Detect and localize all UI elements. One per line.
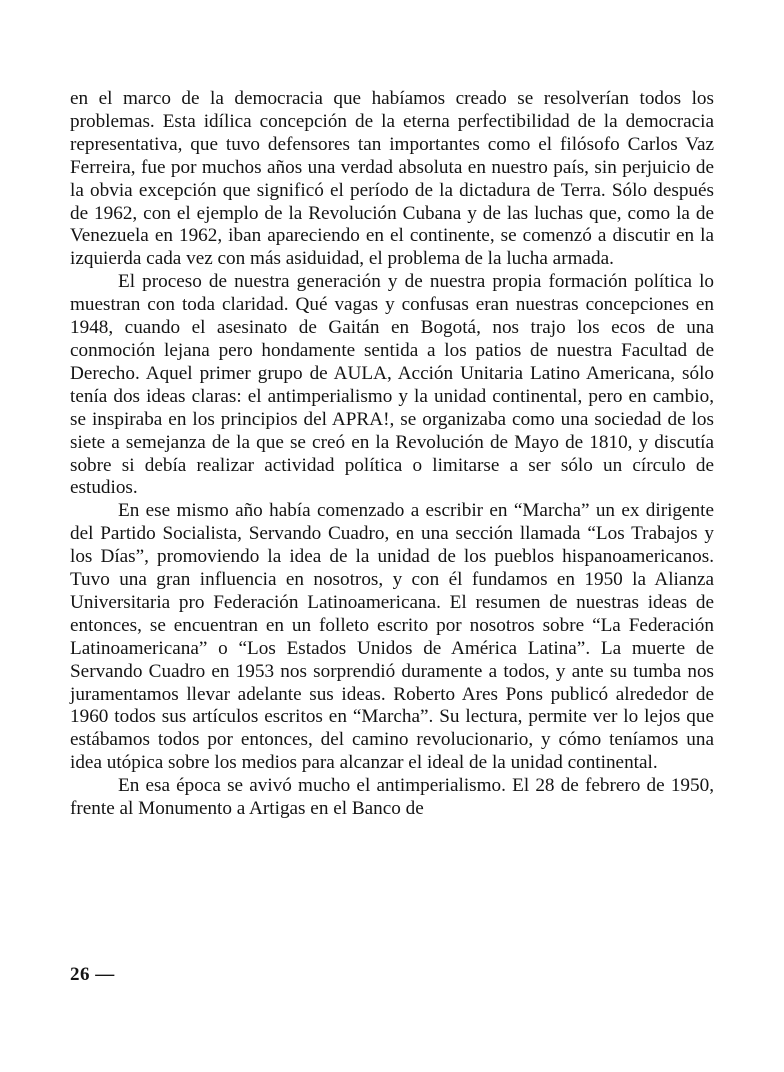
page-number: 26 — bbox=[70, 964, 115, 985]
paragraph-antimperialism: En esa época se avivó mucho el antimperialismo. El 28 de febrero de 1950, frente al Monumento a Artigas en el Banco de bbox=[70, 775, 714, 820]
paragraph-servando-cuadro: En ese mismo año había comenzado a escribir en “Marcha” un ex dirigente del Partido Socialista, Servando Cuadro, en una sección llamada “Los Trabajos y los Días”, promoviendo la idea de la unidad de los pueblos hispanoamericanos. Tuvo una gran influencia en nosotros, y con él fundamos en 1950 la Alianza Universitaria pro Federación Latinoamericana. El resumen de nuestras ideas de entonces, se encuentran en un folleto escrito por nosotros sobre “La Federación Latinoamericana” o “Los Estados Unidos de América Latina”. La muerte de Servando Cuadro en 1953 nos sorprendió duramente a todos, y ante su tumba nos juramentamos llevar adelante sus ideas. Roberto Ares Pons publicó alrededor de 1960 todos sus artículos escritos en “Marcha”. Su lectura, permite ver lo lejos que estábamos todos por entonces, del camino revolucionario, y cómo teníamos una idea utópica sobre los medios para alcanzar el ideal de la unidad continental. bbox=[70, 500, 714, 774]
page-body bbox=[70, 88, 714, 821]
paragraph-continuation: en el marco de la democracia que habíamos creado se resolverían todos los problemas. Esta idílica concepción de la eterna perfectibilidad de la democracia representativa, que tuvo defensores tan importantes como el filósofo Carlos Vaz Ferreira, fue por muchos años una verdad absoluta en nuestro país, sin perjuicio de la obvia excepción que significó el período de la dictadura de Terra. Sólo después de 1962, con el ejemplo de la Revolución Cubana y de las luchas que, como la de Venezuela en 1962, iban apareciendo en el continente, se comenzó a discutir en la izquierda cada vez con más asiduidad, el problema de la lucha armada. bbox=[70, 88, 714, 270]
paragraph-generation-process: El proceso de nuestra generación y de nuestra propia formación política lo muestran con toda claridad. Qué vagas y confusas eran nuestras concepciones en 1948, cuando el asesinato de Gaitán en Bogotá, nos trajo los ecos de una conmoción lejana pero hondamente sentida a los patios de nuestra Facultad de Derecho. Aquel primer grupo de AULA, Acción Unitaria Latino Americana, sólo tenía dos ideas claras: el antimperialismo y la unidad continental, pero en cambio, se inspiraba en los principios del APRA!, se organizaba como una sociedad de los siete a semejanza de la que se creó en la Revolución de Mayo de 1810, y discutía sobre si debía realizar actividad política o limitarse a ser sólo un círculo de estudios. bbox=[70, 271, 714, 499]
